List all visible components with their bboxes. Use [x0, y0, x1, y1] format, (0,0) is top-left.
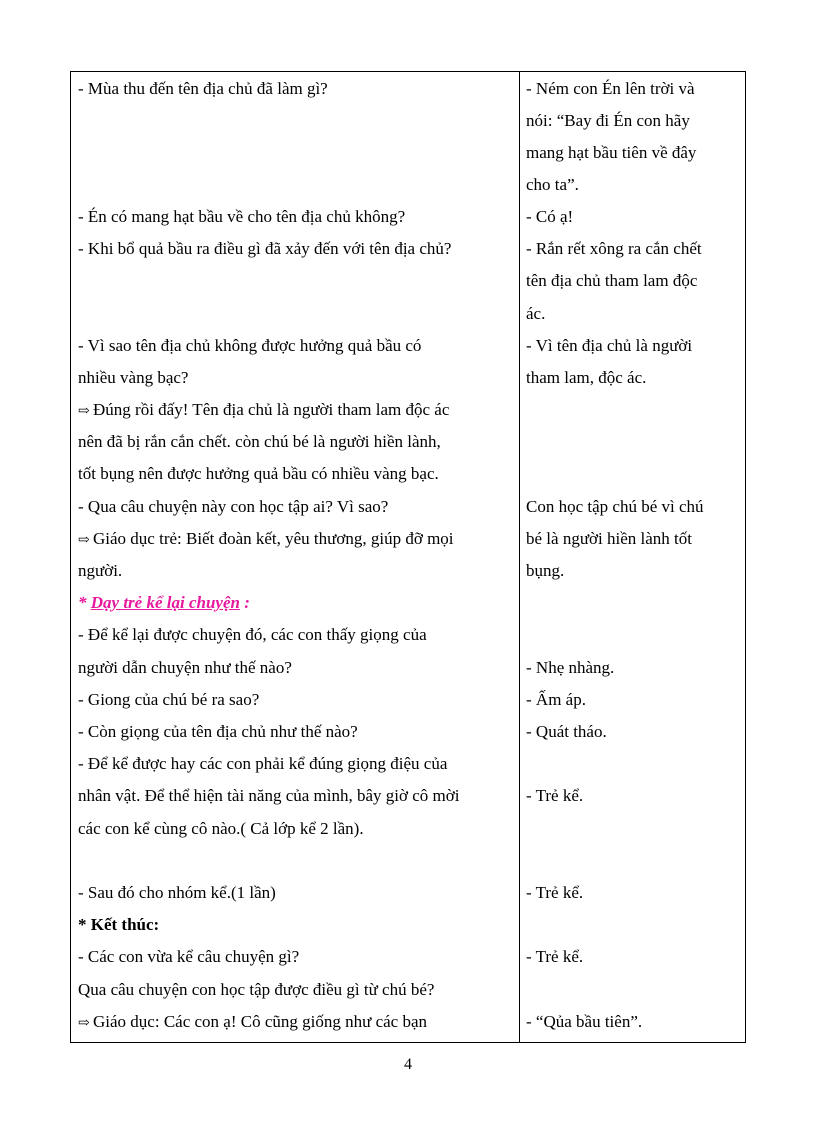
education-final: ⇨ Giáo dục: Các con ạ! Cô cũng giống như các bạn [78, 1012, 427, 1034]
question-gourd: - Khi bổ quả bầu ra điều gì đã xảy đến với tên địa chủ? [78, 239, 452, 258]
answer-autumn-line3: mang hạt bầu tiên về đây [526, 143, 697, 162]
question-story-name: - Các con vừa kể câu chuyện gì? [78, 947, 300, 966]
answer-group-retell: - Trẻ kể. [526, 883, 584, 902]
education-line2: người. [78, 561, 123, 580]
answer-why-line2: tham lam, độc ác. [526, 368, 647, 387]
arrow-icon: ⇨ [78, 533, 90, 548]
column-divider [519, 72, 520, 1042]
conclusion-line3: tốt bụng nên được hưởng quả bầu có nhiều vàng bạc. [78, 464, 439, 483]
answer-learn-line3: bụng. [526, 561, 565, 580]
answer-narrator: - Nhẹ nhàng. [526, 658, 615, 677]
question-why-line2: nhiều vàng bạc? [78, 368, 189, 387]
instruction-line3: các con kể cùng cô nào.( Cả lớp kể 2 lần). [78, 819, 364, 838]
question-narrator-line2: người dẫn chuyện như thế nào? [78, 658, 292, 677]
answer-gourd-line2: tên địa chủ tham lam độc [526, 271, 698, 290]
question-autumn: - Mùa thu đến tên địa chủ đã làm gì? [78, 79, 328, 98]
question-narrator-line1: - Để kể lại được chuyện đó, các con thấy giọng của [78, 625, 427, 644]
answer-learn-line1: Con học tập chú bé vì chú [526, 497, 704, 516]
answer-gourd-line3: ác. [526, 304, 546, 323]
question-learn: - Qua câu chuyện này con học tập ai? Vì sao? [78, 497, 389, 516]
arrow-icon: ⇨ [78, 1016, 90, 1031]
answer-swallow: - Có ạ! [526, 207, 574, 226]
question-lesson: Qua câu chuyện con học tập được điều gì từ chú bé? [78, 980, 435, 999]
lesson-table [70, 71, 746, 1043]
answer-autumn-line2: nói: “Bay đi Én con hãy [526, 111, 690, 130]
answer-story-name: - Trẻ kể. [526, 947, 584, 966]
question-swallow: - Én có mang hạt bầu về cho tên địa chủ không? [78, 207, 406, 226]
question-boy-voice: - Giong của chú bé ra sao? [78, 690, 260, 709]
conclusion-line2: nên đã bị rắn cắn chết. còn chú bé là người hiền lành, [78, 432, 441, 451]
conclusion-line1: ⇨ Đúng rồi đấy! Tên địa chủ là người tham lam độc ác [78, 400, 449, 422]
question-landlord-voice: - Còn giọng của tên địa chủ như thế nào? [78, 722, 358, 741]
answer-why-line1: - Vì tên địa chủ là người [526, 336, 693, 355]
instruction-group: - Sau đó cho nhóm kể.(1 lần) [78, 883, 276, 902]
answer-learn-line2: bé là người hiền lành tốt [526, 529, 692, 548]
answer-autumn-line1: - Ném con Én lên trời và [526, 79, 695, 98]
answer-boy-voice: - Ấm áp. [526, 690, 586, 709]
answer-gourd-line1: - Rắn rết xông ra cắn chết [526, 239, 702, 258]
arrow-icon: ⇨ [78, 404, 90, 419]
answer-autumn-line4: cho ta”. [526, 175, 579, 194]
question-why-line1: - Vì sao tên địa chủ không được hưởng quả bầu có [78, 336, 422, 355]
answer-final: - “Qủa bầu tiên”. [526, 1012, 643, 1031]
answer-landlord-voice: - Quát tháo. [526, 722, 607, 741]
page-number: 4 [404, 1056, 412, 1073]
education-line1: ⇨ Giáo dục trẻ: Biết đoàn kết, yêu thương, giúp đỡ mọi [78, 529, 454, 551]
section-ending-heading: * Kết thúc: [78, 915, 160, 934]
section-retell-heading: * Dạy trẻ kể lại chuyện : [78, 593, 250, 612]
answer-class-retell: - Trẻ kể. [526, 786, 584, 805]
instruction-line1: - Để kể được hay các con phải kể đúng giọng điệu của [78, 754, 448, 773]
instruction-line2: nhân vật. Để thể hiện tài năng của mình, bây giờ cô mời [78, 786, 460, 805]
